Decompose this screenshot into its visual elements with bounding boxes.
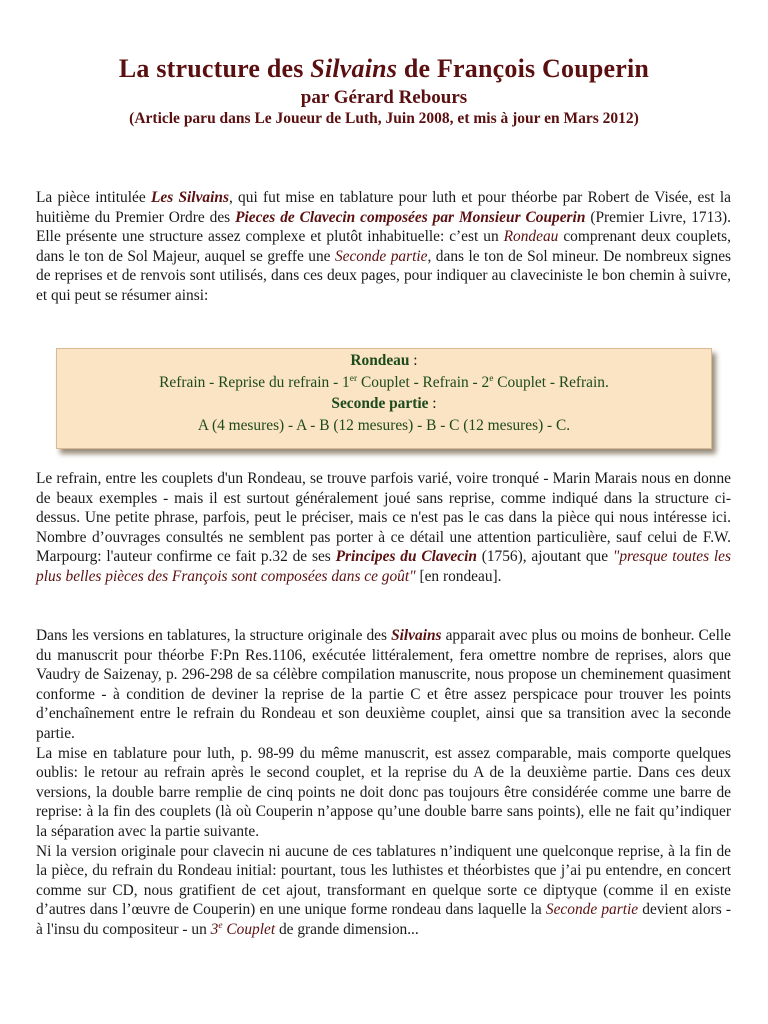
superscript: e [489, 373, 494, 384]
publication-note: (Article paru dans Le Joueur de Luth, Juin 2008, et mis à jour en Mars 2012) [129, 110, 639, 127]
text: devient alors - à l'insu du compositeur - un [36, 901, 731, 938]
text: apparait avec plus ou moins de bonheur. Celle du manuscrit pour théorbe F:Pn Res.1106, exécutée littéralement, fera omettre nombre de reprises, alors que Vaudry de Saizenay, p. 296-298 de sa célèbre compilation manuscrite, nous propose un cheminement quasiment conforme - à condition de deviner la reprise de la partie C et être assez perspicace pour trouver les points d’enchaînement entre le refrain du Rondeau et son deuxième couplet, ainsi que sa transition avec la seconde partie. [36, 627, 731, 742]
page-title [0, 54, 768, 84]
work-title: Silvains [391, 627, 442, 644]
paragraph-1 [36, 188, 731, 306]
text: [en rondeau]. [415, 567, 502, 585]
text: La pièce intitulée [36, 189, 151, 206]
text: de grande dimension... [275, 920, 419, 938]
italic-term: Couplet [222, 920, 276, 938]
title-text-end: de François Couperin [397, 54, 650, 83]
text: (1756), ajoutant que [476, 548, 613, 566]
quotation: "presque toutes les plus belles pièces des François sont composées dans ce goût" [36, 548, 731, 585]
book-title: Principes du Clavecin [335, 548, 477, 566]
colon: : [428, 395, 437, 412]
book-title: Pieces de Clavecin composées par Monsieur Couperin [235, 208, 586, 226]
text: Dans les versions en tablatures, la structure originale des [36, 627, 392, 644]
author-line: par Gérard Rebours [300, 87, 468, 108]
italic-term: Rondeau [503, 228, 559, 246]
text: Le refrain, entre les couplets d'un Rondeau, se trouve parfois varié, voire tronqué - Marin Marais nous en donne de beaux exemples - mais il est surtout généralement joué sans reprise, comme indiqué dans la structure ci-dessus. Une petite phrase, parfois, peut le préciser, mais ce n'est pas le cas dans la pièce qui nous intéresse ici. Nombre d’ouvrages consultés ne semblent pas porter à ce détail une attention particulière, sauf celui de F.W. Marpourg: l'auteur confirme ce fait p.32 de ses [36, 470, 731, 566]
colon: : [409, 352, 418, 369]
text: , qui fut mise en tablature pour luth et pour théorbe par Robert de Visée, est la huitième du Premier Ordre des [36, 189, 731, 226]
seconde-partie-label: Seconde partie [331, 395, 429, 412]
paragraphs-tablature [36, 626, 731, 940]
superscript: e [218, 920, 223, 931]
seconde-partie-structure: A (4 mesures) - A - B (12 mesures) - B - C (12 mesures) - C. [197, 416, 571, 434]
superscript: er [349, 373, 358, 384]
paragraph-5 [36, 842, 731, 940]
text: , dans le ton de Sol mineur. De nombreux signes de reprises et de renvois sont utilisés, dans ces deux pages, pour indiquer au claveciniste le bon chemin à suivre, et qui peut se résumer ainsi: [36, 247, 732, 304]
third-couplet [211, 921, 276, 938]
structure-text: Couplet - Refrain - 2 [357, 373, 490, 391]
rondeau-label: Rondeau [350, 352, 410, 369]
rondeau-structure [57, 372, 711, 394]
structure-box [56, 348, 712, 449]
paragraph-4: La mise en tablature pour luth, p. 98-99 du même manuscrit, est assez comparable, mais comporte quelques oublis: le retour au refrain après le second couplet, et la reprise du A de la deuxième partie. Dans ces deux versions, la double barre remplie de cinq points ne doit donc pas toujours être considérée comme une barre de reprise: à la fin des couplets (là où Couperin n’appose qu’une double barre sans points), elle ne fait qu’indiquer la séparation avec la partie suivante. [36, 744, 731, 840]
number: 3 [210, 920, 219, 938]
structure-text: Refrain - Reprise du refrain - 1 [159, 373, 350, 391]
text: (Premier Livre, 1713). Elle présente une structure assez complexe et plutôt inhabituelle: c’est un [36, 208, 731, 246]
paragraph-2 [36, 469, 731, 587]
title-text: La structure des [118, 54, 311, 83]
text: comprenant deux couplets, dans le ton de Sol Majeur, auquel se greffe une [36, 228, 731, 265]
italic-term: Seconde partie [334, 247, 428, 265]
structure-text: Couplet - Refrain. [493, 373, 609, 391]
title-italic: Silvains [310, 54, 398, 83]
paragraph-3 [36, 626, 731, 744]
italic-term: Seconde partie [545, 901, 639, 919]
work-title: Les Silvains [150, 189, 229, 206]
text: Ni la version originale pour clavecin ni aucune de ces tablatures n’indiquent une quelconque reprise, à la fin de la pièce, du refrain du Rondeau initial: pourtant, tous les luthistes et théorbistes que j’ai pu entendre, en concert comme sur CD, nous gratifient de cet ajout, transformant en quelque sorte ce diptyque (comme il en existe d’autres dans l’œuvre de Couperin) en une unique forme rondeau dans laquelle la [36, 842, 731, 919]
